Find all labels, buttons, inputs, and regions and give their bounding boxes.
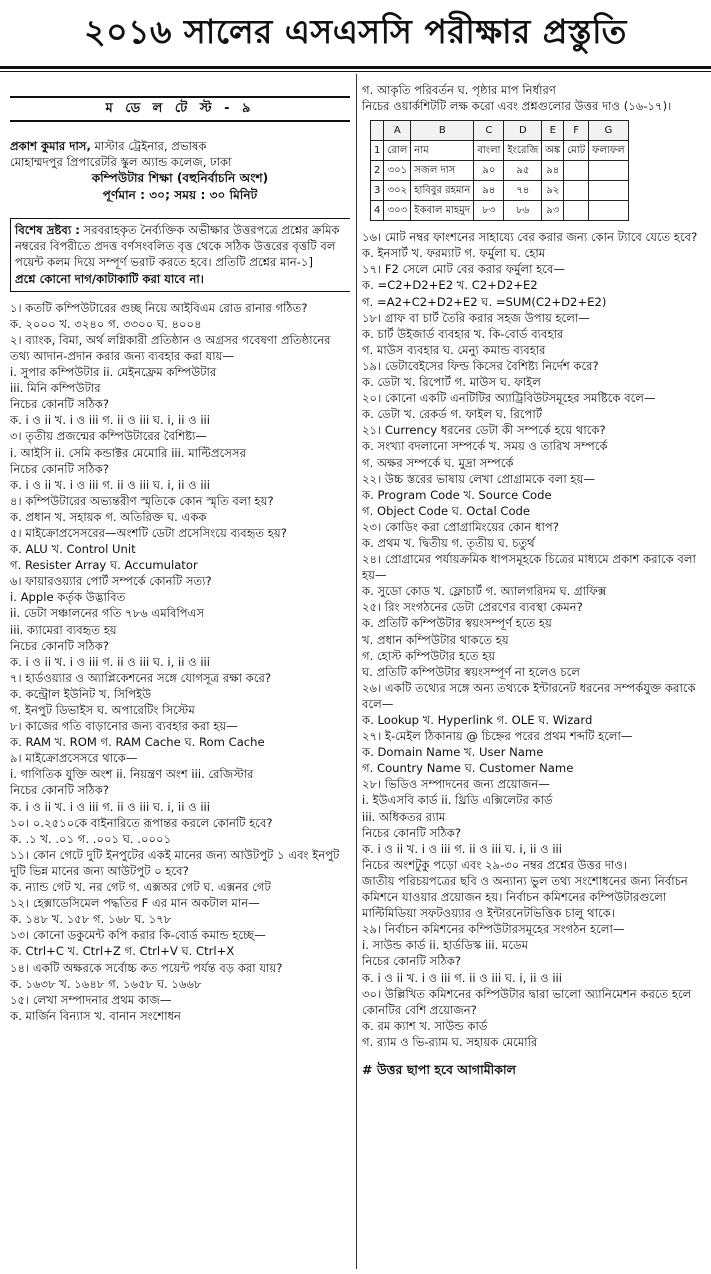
notice-body: সরবরাহকৃত নৈর্ব্যক্তিক অভীক্ষার উত্তরপত্রে প্রশ্নের ক্রমিক নম্বরের বিপরীতে প্রদত্ত বর্ণসংবলিত বৃত্ত থেকে সঠিক উত্তরের বৃত্তটি বল পয়েন্ট কলম দিয়ে সম্পূর্ণ ভরাট করতে হবে। প্রতিটি প্রশ্নের মান-১] xyxy=(15,223,340,270)
question-line: ২১। Currency ধরনের ডেটা কী সম্পর্কে হয়ে থাকে? xyxy=(362,423,606,438)
question-line: ক. প্রতিটি কম্পিউটার স্বয়ংসম্পূর্ণ হতে হয় xyxy=(362,616,552,631)
question-line: ক. মার্জিন বিন্যাস খ. বানান সংশোধন xyxy=(10,1008,181,1023)
question-line: ক. ইনসার্ট খ. ফরম্যাট গ. ফর্মুলা ঘ. হোম xyxy=(362,246,546,261)
question-line: গ. মাউস ব্যবহার ঘ. মেন্যু কমান্ড ব্যবহার xyxy=(362,342,546,357)
worksheet-cell: বাংলা xyxy=(474,141,504,161)
question-line: ক. ২০০০ খ. ৩২৪০ গ. ৩৩০০ ঘ. ৪০০৪ xyxy=(10,316,202,331)
answer-footer-note: # উত্তর ছাপা হবে আগামীকাল xyxy=(362,1061,516,1077)
author-role: মাস্টার ট্রেইনার, প্রভাষক xyxy=(90,139,207,154)
worksheet-cell: মোট xyxy=(564,141,589,161)
worksheet-row xyxy=(371,201,629,221)
question-line: ২। ব্যাংক, বিমা, অর্থ লগ্নিকারী প্রতিষ্ঠান ও অগ্রসর গবেষণা প্রতিষ্ঠানের তথ্য আদান-প্রদান করার জন্য ব্যবহার করা যায়— xyxy=(10,332,331,363)
worksheet-cell: ৮৩ xyxy=(474,201,504,221)
question-line: ক. i ও ii খ. i ও iii গ. ii ও iii ঘ. i, ii ও iii xyxy=(10,413,210,428)
question-line: iii. ক্যামেরা ব্যবহৃত হয় xyxy=(10,622,117,637)
question-line: ক. প্রথম খ. দ্বিতীয় গ. তৃতীয় ঘ. চতুর্থ xyxy=(362,535,535,550)
worksheet-cell: ৯৫ xyxy=(504,161,542,181)
worksheet-cell: ইংরেজি xyxy=(504,141,542,161)
question-line: ২৬। একটি তথ্যের সঙ্গে অন্য তথ্যকে ইন্টারনেট ধরনের সম্পর্কযুক্ত করাকে বলে— xyxy=(362,680,696,711)
question-line: ৩০। উল্লিখিত কমিশনের কম্পিউটার দ্বারা ভালো অ্যানিমেশন করতে হলে কোনটির বেশি প্রয়োজন? xyxy=(362,986,692,1017)
question-line: ১৭। F2 সেলে মোট বের করার ফর্মুলা হবে— xyxy=(362,262,565,277)
question-line: ১৬। মোট নম্বর ফাংশনের সাহায্যে বের করার জন্য কোন ট্যাবে যেতে হবে? xyxy=(362,230,698,245)
model-test-label: ম ডে ল টে স্ট - ৯ xyxy=(10,96,350,122)
right-column xyxy=(362,82,704,1078)
page-title: ২০১৬ সালের এসএসসি পরীক্ষার প্রস্তুতি xyxy=(0,0,711,69)
question-line: ২৫। রিং সংগঠনের ডেটা প্রেরণের ব্যবস্থা কেমন? xyxy=(362,600,583,615)
question-line: ২৮। ভিডিও সম্পাদনের জন্য প্রয়োজন— xyxy=(362,777,550,792)
question-line: ৩। তৃতীয় প্রজন্মের কম্পিউটারের বৈশিষ্ট্য— xyxy=(10,429,208,444)
question-line: ১৯। ডেটাবেইসের ফিল্ড কিসের বৈশিষ্ট্য নির্দেশ করে? xyxy=(362,358,599,373)
worksheet-header-row xyxy=(371,121,629,141)
left-question-list xyxy=(10,300,350,1024)
worksheet-cell xyxy=(564,201,589,221)
question-line: ২৭। ই-মেইল ঠিকানায় @ চিহ্নের পরের প্রথম শব্দটি হলো— xyxy=(362,729,633,744)
worksheet-row xyxy=(371,141,629,161)
question-line: ক. সংখ্যা বদলানো সম্পর্কে খ. সময় ও তারিখ সম্পর্কে xyxy=(362,439,608,454)
question-line: ৪। কম্পিউটারের অভ্যন্তরীণ স্মৃতিকে কোন স্মৃতি বলা হয়? xyxy=(10,493,274,508)
question-line: ii. ডেটা সঞ্চালনের গতি ৭৮৬ এমবিপিএস xyxy=(10,606,205,621)
worksheet-row xyxy=(371,181,629,201)
question-line: ক. রম ক্যাশ খ. সাউন্ড কার্ড xyxy=(362,1018,488,1033)
question-line: ক. চার্ট উইজার্ড ব্যবহার খ. কি-বোর্ড ব্যবহার xyxy=(362,326,564,341)
question-line: ৯। মাইক্রোপ্রসেসরে থাকে— xyxy=(10,751,138,766)
worksheet-cell: রোল xyxy=(384,141,411,161)
worksheet-cell: ৯৪ xyxy=(542,161,564,181)
notice-warning: প্রশ্নে কোনো দাগ/কাটাকাটি করা যাবে না। xyxy=(15,271,204,286)
worksheet-cell: 2 xyxy=(371,161,384,181)
worksheet-cell xyxy=(589,201,628,221)
worksheet-row xyxy=(371,161,629,181)
question-line: গ. =A2+C2+D2+E2 ঘ. =SUM(C2+D2+E2) xyxy=(362,294,607,309)
question-line: নিচের কোনটি সঠিক? xyxy=(10,397,110,412)
worksheet-column-header: B xyxy=(411,121,474,141)
question-line: ক. Ctrl+C খ. Ctrl+Z গ. Ctrl+V ঘ. Ctrl+X xyxy=(10,944,235,959)
question-line: ২৯। নির্বাচন কমিশনের কম্পিউটারসমূহের সংগঠন হলো— xyxy=(362,922,625,937)
question-line: ৮। কাজের গতি বাড়ানোর জন্য ব্যবহার করা হয়— xyxy=(10,719,238,734)
question-line: ক. i ও ii খ. i ও iii গ. ii ও iii ঘ. i, ii ও iii xyxy=(10,477,210,492)
worksheet-cell: ৭৪ xyxy=(504,181,542,201)
worksheet-cell: সজল দাস xyxy=(411,161,474,181)
question-line: i. সুপার কম্পিউটার ii. মেইনফ্রেম কম্পিউটার xyxy=(10,365,217,380)
question-line: i. গাণিতিক যুক্তি অংশ ii. নিয়ন্ত্রণ অংশ iii. রেজিস্টার xyxy=(10,767,254,782)
left-column xyxy=(10,82,350,1024)
question-line: ২২। উচ্চ স্তরের ভাষায় লেখা প্রোগ্রামকে বলা হয়— xyxy=(362,471,595,486)
question-line: i. সাউন্ড কার্ড ii. হার্ডডিস্ক iii. মডেম xyxy=(362,938,529,953)
subject-heading: কম্পিউটার শিক্ষা (বহুনির্বাচনি অংশ) xyxy=(91,171,269,186)
worksheet-column-header: D xyxy=(504,121,542,141)
question-line: গ. Country Name ঘ. Customer Name xyxy=(362,761,574,776)
question-line: গ. ইনপুট ডিভাইস ঘ. অপারেটিং সিস্টেম xyxy=(10,703,195,717)
question-line: ১৫। লেখা সম্পাদনার প্রথম কাজ— xyxy=(10,992,172,1007)
column-divider xyxy=(356,74,357,1269)
worksheet-cell: ৩০২ xyxy=(384,181,411,201)
question-line: ক. =C2+D2+E2 খ. C2+D2+E2 xyxy=(362,278,538,293)
question-line: ক. Lookup খ. Hyperlink গ. OLE ঘ. Wizard xyxy=(362,713,593,727)
question-line: গ. Object Code ঘ. Octal Code xyxy=(362,503,531,518)
worksheet-cell: ফলাফল xyxy=(589,141,628,161)
question-line: iii. মিনি কম্পিউটার xyxy=(10,381,101,396)
question-line: নিচের কোনটি সঠিক? xyxy=(10,783,110,798)
right-question-list xyxy=(362,229,704,1050)
worksheet-cell: অঙ্ক xyxy=(542,141,564,161)
question-line: ঘ. প্রতিটি কম্পিউটার স্বয়ংসম্পূর্ণ না হলেও চলে xyxy=(362,664,580,679)
worksheet-cell: 4 xyxy=(371,201,384,221)
question-line: ২৪। প্রোগ্রামের পর্যায়ক্রমিক ধাপসমূহকে চিত্রের মাধ্যমে প্রকাশ করাকে বলা হয়— xyxy=(362,552,696,583)
question-line: ক. সুডো কোড খ. ফ্লোচার্ট গ. অ্যালগরিদম ঘ. গ্রাফিক্স xyxy=(362,584,607,599)
question-line: ক. i ও ii খ. i ও iii গ. ii ও iii ঘ. i, ii ও iii xyxy=(10,654,210,669)
worksheet-cell: 3 xyxy=(371,181,384,201)
question-line: ২৩। কোডিং করা প্রোগ্রামিংয়ের কোন ধাপ? xyxy=(362,519,559,534)
worksheet-table xyxy=(370,120,629,221)
worksheet-cell: হাবিবুর রহমান xyxy=(411,181,474,201)
question-line: i. ইউএসবি কার্ড ii. থ্রিডি এক্সিলেটর কার্ড xyxy=(362,793,553,808)
question-line: নিচের কোনটি সঠিক? xyxy=(10,638,110,653)
question-line: ৫। মাইক্রোপ্রসেসরের—অংশটি ডেটা প্রসেসিংয়ে ব্যবহৃত হয়? xyxy=(10,525,287,540)
question-line: নিচের অংশটুকু পড়ো এবং ২৯-৩০ নম্বর প্রশ্নের উত্তর দাও। xyxy=(362,857,628,872)
question-line: নিচের কোনটি সঠিক? xyxy=(10,461,110,476)
question-line: ক. কন্ট্রোল ইউনিট খ. সিপিইউ xyxy=(10,686,152,701)
question-line: ক. RAM খ. ROM গ. RAM Cache ঘ. Rom Cache xyxy=(10,735,265,750)
question-line: ক. .১ খ. .০১ গ. .০০১ ঘ. .০০০১ xyxy=(10,831,172,846)
question-line: ১। কতটি কম্পিউটারের গুচ্ছ নিয়ে আইবিএম রোড রানার গঠিত? xyxy=(10,300,308,315)
question-line: ক. ১৬৩৮ খ. ১৬৪৮ গ. ১৬৫৮ ঘ. ১৬৬৮ xyxy=(10,976,202,991)
worksheet-cell xyxy=(564,161,589,181)
question-line: গ. Resister Array ঘ. Accumulator xyxy=(10,558,198,573)
worksheet-cell xyxy=(589,161,628,181)
question-line: নিচের কোনটি সঠিক? xyxy=(362,954,462,969)
worksheet-cell: 1 xyxy=(371,141,384,161)
worksheet-column-header xyxy=(371,121,384,141)
worksheet-cell xyxy=(589,181,628,201)
question-line: i. আইসি ii. সেমি কন্ডাক্টর মেমোরি iii. মাল্টিপ্রসেসর xyxy=(10,445,246,460)
question-line: গ. আকৃতি পরিবর্তন ঘ. পৃষ্ঠার মাপ নির্ধারণ xyxy=(362,83,556,97)
question-line: ২০। কোনো একটি এনটিটির অ্যাট্রিবিউটসমূহের সমষ্টিকে বলে— xyxy=(362,391,656,406)
question-line: ১১। কোন গেটে দুটি ইনপুটের একই মানের জন্য আউটপুট ১ এবং ইনপুট দুটি ভিন্ন মানের জন্য আউটপুট ০ হবে? xyxy=(10,847,340,878)
question-line: গ. হোস্ট কম্পিউটার হতে হয় xyxy=(362,648,496,663)
question-line: গ. র‍্যাম ও ভি-র‍্যাম ঘ. সহায়ক মেমোরি xyxy=(362,1034,538,1049)
right-intro-lines xyxy=(362,82,704,114)
question-line: গ. অক্ষর সম্পর্কে ঘ. মুদ্রা সম্পর্কে xyxy=(362,455,514,470)
worksheet-cell: ৯২ xyxy=(542,181,564,201)
question-line: iii. অধিকতর র‍্যাম xyxy=(362,809,446,824)
question-line: ক. i ও ii খ. i ও iii গ. ii ও iii ঘ. i, ii ও iii xyxy=(362,970,562,985)
special-notice xyxy=(10,218,350,291)
question-line: ক. Program Code খ. Source Code xyxy=(362,487,552,502)
question-line: ১৮। গ্রাফ বা চার্ট তৈরি করার সহজ উপায় হলো— xyxy=(362,310,590,325)
worksheet-cell: ৩০৩ xyxy=(384,201,411,221)
question-line: নিচের ওয়ার্কশিটটি লক্ষ করো এবং প্রশ্নগুলোর উত্তর দাও (১৬-১৭)। xyxy=(362,99,672,114)
question-line: ৬। ফায়ারওয়্যার পোর্ট সম্পর্কে কোনটি সত্য? xyxy=(10,574,212,589)
question-line: ১৪। একটি অক্ষরকে সর্বোচ্চ কত পয়েন্ট পর্যন্ত বড় করা যায়? xyxy=(10,960,283,975)
author-block xyxy=(10,138,350,170)
question-line: নিচের কোনটি সঠিক? xyxy=(362,825,462,840)
notice-label: বিশেষ দ্রষ্টব্য : xyxy=(15,223,80,238)
question-line: খ. প্রধান কম্পিউটার থাকতে হয় xyxy=(362,632,509,647)
question-line: ক. ডেটা খ. রিপোর্ট গ. মাউস ঘ. ফাইল xyxy=(362,375,541,390)
worksheet-cell: ৯০ xyxy=(474,161,504,181)
question-line: ক. ALU খ. Control Unit xyxy=(10,542,136,557)
question-line: ক. ন্যান্ড গেট খ. নর গেট গ. এক্সঅর গেট ঘ. এক্সনর গেট xyxy=(10,880,271,895)
worksheet-column-header: E xyxy=(542,121,564,141)
worksheet-column-header: A xyxy=(384,121,411,141)
worksheet-cell: ৯৩ xyxy=(542,201,564,221)
worksheet-cell xyxy=(564,181,589,201)
worksheet-column-header: C xyxy=(474,121,504,141)
worksheet-column-header: F xyxy=(564,121,589,141)
author-institution: মোহাম্মদপুর প্রিপারেটরি স্কুল অ্যান্ড কলেজ, ঢাকা xyxy=(10,155,232,170)
author-name: প্রকাশ কুমার দাস, xyxy=(10,139,91,154)
worksheet-cell: নাম xyxy=(411,141,474,161)
question-line: ১২। হেক্সাডেসিমেল পদ্ধতির F এর মান অকটাল মান— xyxy=(10,896,260,911)
worksheet-cell: ৯৪ xyxy=(474,181,504,201)
question-line: ১৩। কোনো ডকুমেন্ট কপি করার কি-বোর্ড কমান্ড হচ্ছে— xyxy=(10,928,266,943)
question-line: ক. i ও ii খ. i ও iii গ. ii ও iii ঘ. i, ii ও iii xyxy=(10,799,210,814)
question-line: জাতীয় পরিচয়পত্রের ছবি ও অন্যান্য ভুল তথ্য সংশোধনের জন্য নির্বাচন কমিশনে যাওয়ার প্রয়োজন হয়। নির্বাচন কমিশনের কম্পিউটারগুলো মাল্টিমিডিয়া সফটওয়্যার ও ইন্টারনেটভিত্তিক চালু থাকে। xyxy=(362,873,688,921)
question-line: ক. ১৪৮ খ. ১৫৮ গ. ১৬৮ ঘ. ১৭৮ xyxy=(10,912,172,927)
worksheet-cell: ইকবাল মাহমুদ xyxy=(411,201,474,221)
question-line: ১০। ০.২৫১০কে বাইনারিতে রূপান্তর করলে কোনটি হবে? xyxy=(10,815,273,830)
worksheet-column-header: G xyxy=(589,121,628,141)
question-line: ৭। হার্ডওয়্যার ও অ্যাপ্লিকেশনের সঙ্গে যোগসূত্র রক্ষা করে? xyxy=(10,670,272,685)
question-line: ক. ডেটা খ. রেকর্ড গ. ফাইল ঘ. রিপোর্ট xyxy=(362,407,543,422)
question-line: i. Apple কর্তৃক উদ্ভাবিত xyxy=(10,590,126,605)
question-line: ক. i ও ii খ. i ও iii গ. ii ও iii ঘ. i, ii ও iii xyxy=(362,841,562,856)
marks-time: পূর্ণমান : ৩০; সময় : ৩০ মিনিট xyxy=(102,188,258,203)
worksheet-cell: ৩০১ xyxy=(384,161,411,181)
question-line: ক. প্রধান খ. সহায়ক গ. অতিরিক্ত ঘ. একক xyxy=(10,509,207,524)
worksheet-cell: ৮৬ xyxy=(504,201,542,221)
question-line: ক. Domain Name খ. User Name xyxy=(362,745,544,760)
